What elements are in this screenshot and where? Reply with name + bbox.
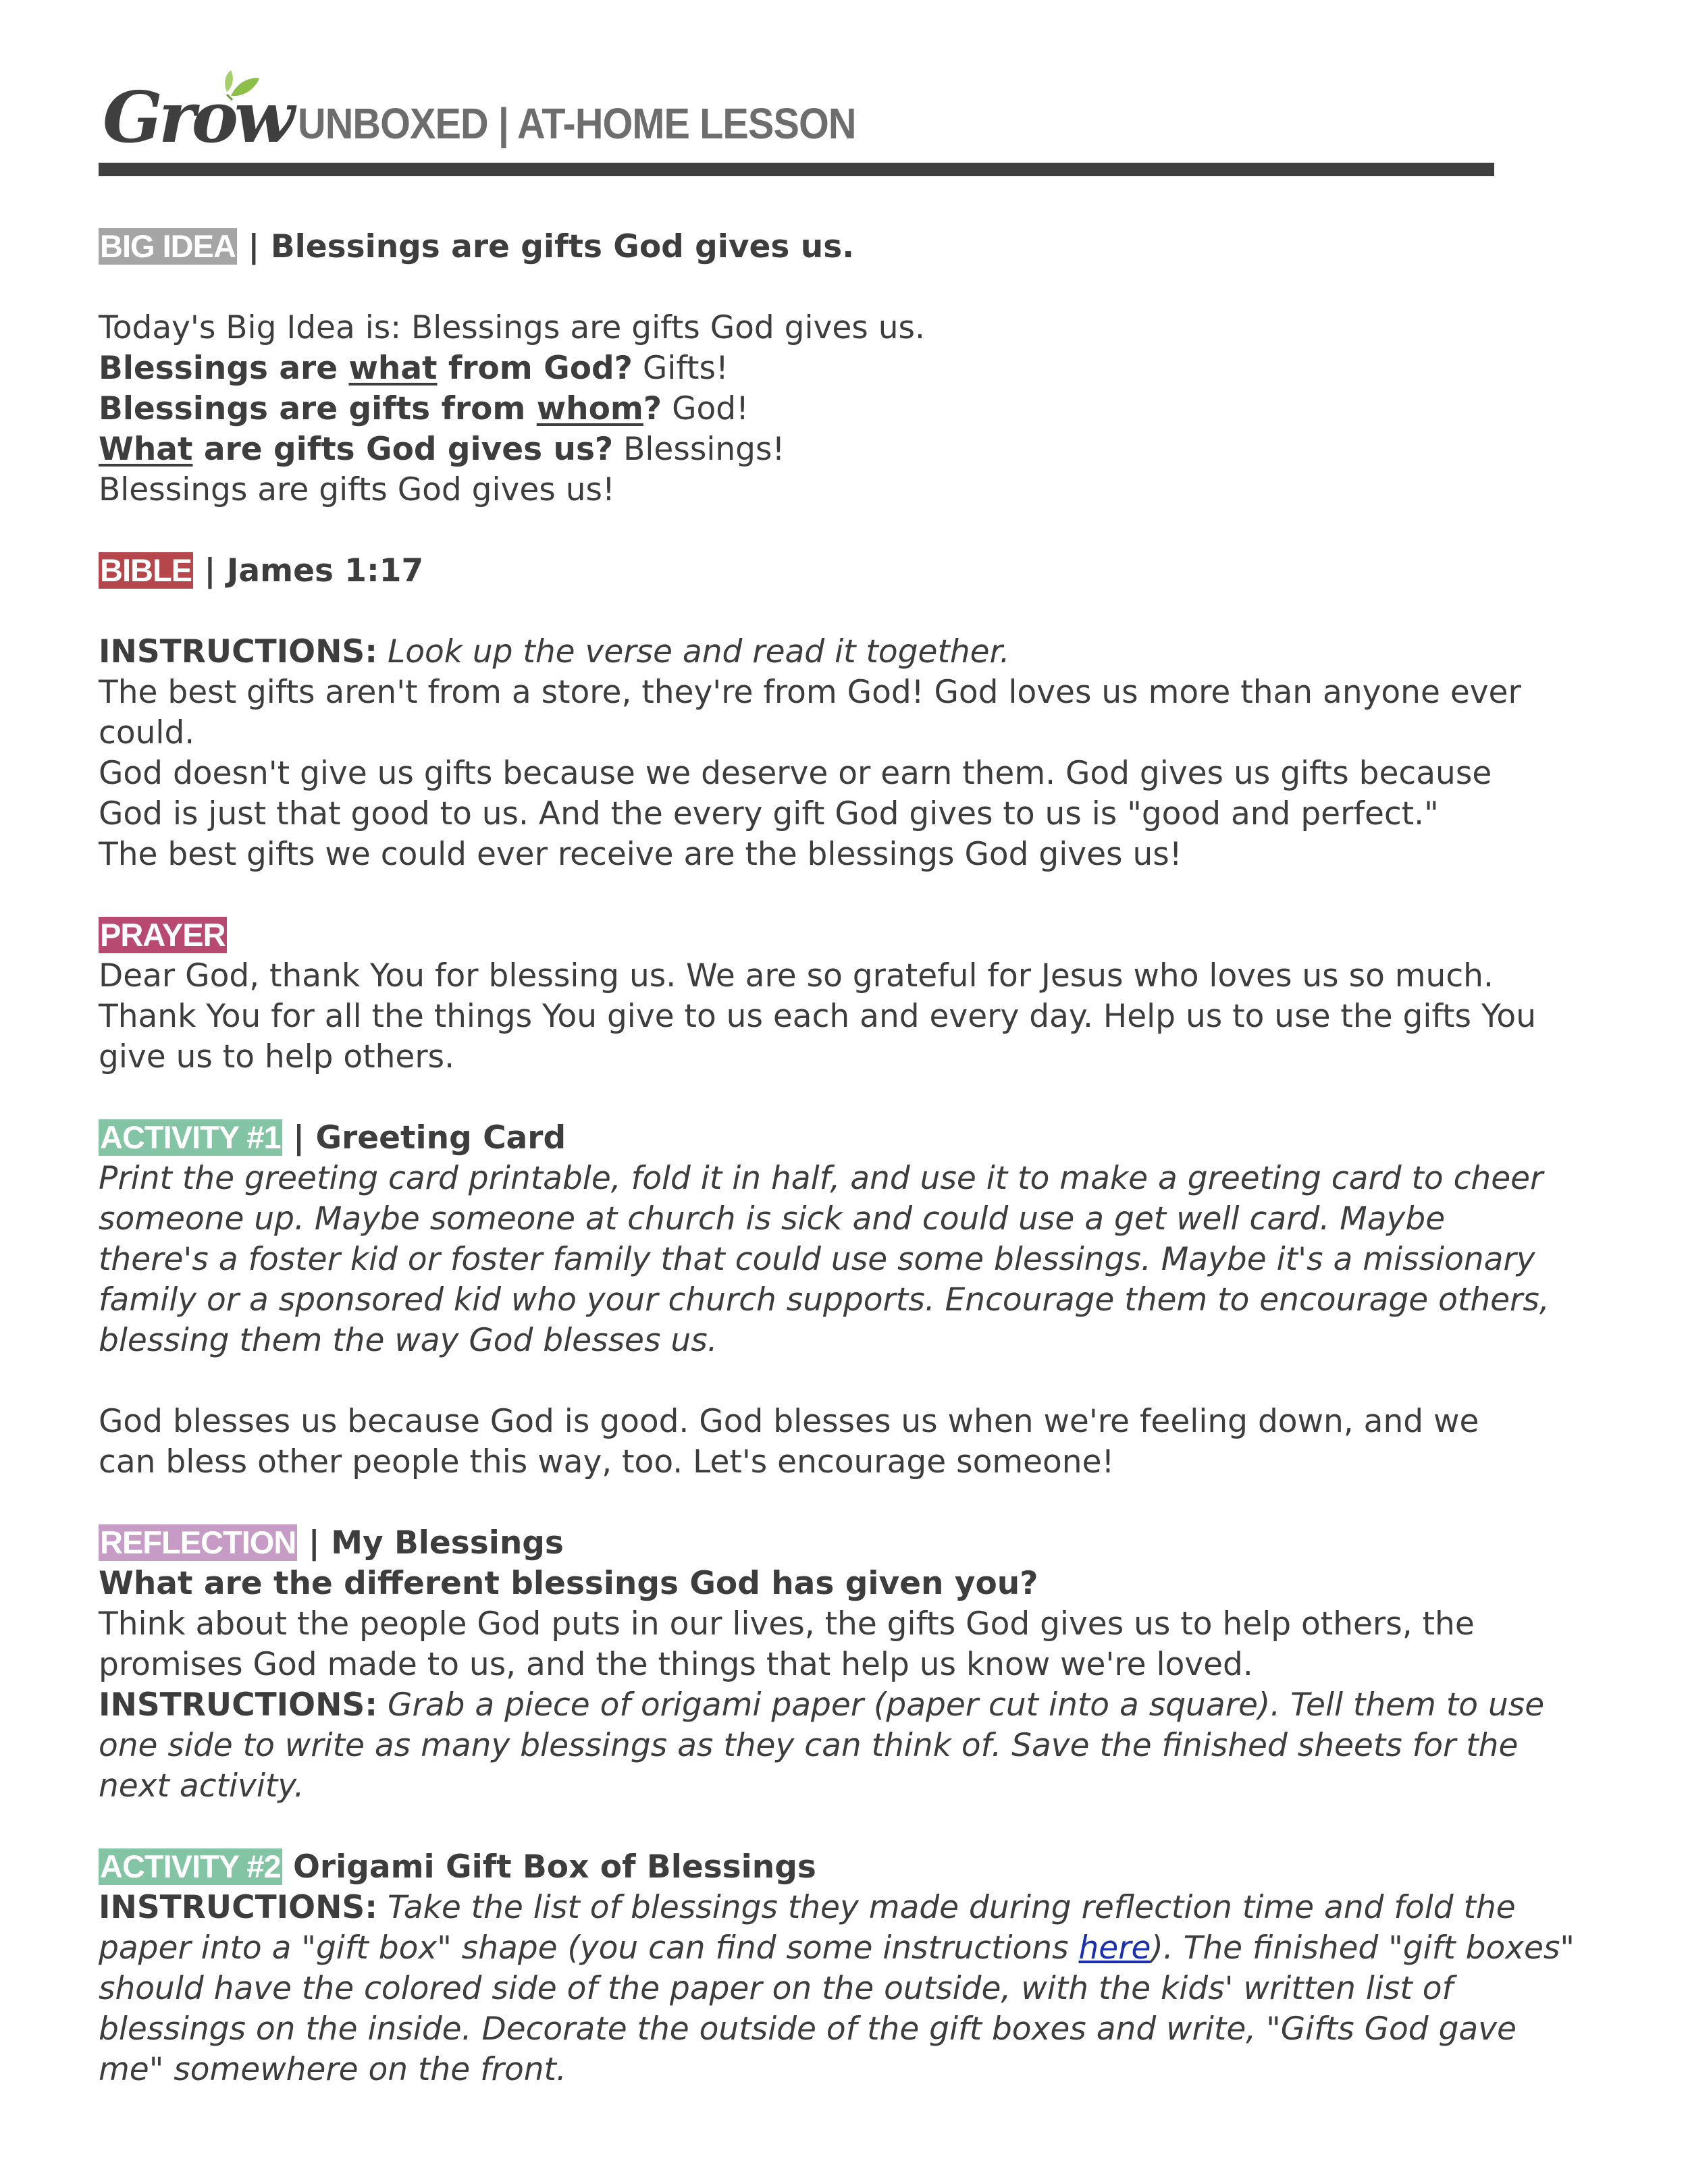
logo-wordmark: Grow (103, 76, 291, 159)
reflection-question: What are the different blessings God has given you? (99, 1565, 1038, 1602)
body-line: can bless other people this way, too. Let's encourage someone! (99, 1443, 1115, 1481)
grow-logo (99, 62, 291, 170)
prayer-line: Thank You for all the things You give to us each and every day. Help us to use the gifts You (99, 998, 1536, 1035)
instructions-text: me" somewhere on the front. (99, 2051, 566, 2088)
separator: | (297, 1524, 332, 1562)
big-idea-section (99, 227, 1598, 267)
intro-line: Today's Big Idea is: Blessings are gifts God gives us. (99, 309, 925, 346)
intro-question (99, 389, 1598, 429)
answer-text: Gifts! (632, 350, 729, 387)
instructions-label: INSTRUCTIONS: (99, 633, 378, 670)
body-line: The best gifts aren't from a store, they're from God! God loves us more than anyone ever (99, 674, 1521, 711)
prayer-tag: PRAYER (100, 917, 226, 953)
bible-tag: BIBLE (100, 552, 192, 588)
instructions-text: Take the list of blessings they made during reflection time and fold the (377, 1889, 1516, 1926)
activity1-section (99, 1118, 1598, 1361)
body-line: promises God made to us, and the things that help us know we're loved. (99, 1646, 1253, 1683)
instructions-text: one side to write as many blessings as they can think of. Save the finished sheets for the (99, 1727, 1519, 1764)
body-line: Think about the people God puts in our lives, the gifts God gives us to help others, the (99, 1605, 1475, 1643)
reflection-title: My Blessings (331, 1524, 564, 1562)
reflection-tag: REFLECTION (100, 1524, 296, 1560)
instructions-text: should have the colored side of the paper on the outside, with the kids' written list of (99, 1970, 1454, 2007)
separator: | (282, 1119, 316, 1156)
activity1-tag: ACTIVITY #1 (100, 1119, 281, 1155)
answer-text: Blessings! (613, 431, 785, 468)
activity1-note (99, 1402, 1598, 1483)
instructions-label: INSTRUCTIONS: (99, 1686, 378, 1724)
separator: | (236, 228, 271, 265)
header-divider (99, 163, 1494, 176)
body-line: God is just that good to us. And the every gift God gives to us is "good and perfect." (99, 795, 1439, 832)
instructions-text: Grab a piece of origami paper (paper cut into a square). Tell them to use (377, 1686, 1545, 1724)
instructions-text: paper into a "gift box" shape (you can find some instructions (99, 1929, 1079, 1967)
body-line: God blesses us because God is good. God blesses us when we're feeling down, and we (99, 1403, 1479, 1440)
activity1-line: blessing them the way God blesses us. (99, 1322, 718, 1359)
activity2-title: Origami Gift Box of Blessings (282, 1848, 816, 1886)
question-emphasis: whom (536, 390, 643, 427)
question-text: from God? (437, 350, 633, 387)
question-text: Blessings are gifts from (99, 390, 537, 427)
question-text: Blessings are (99, 350, 349, 387)
body-line: could. (99, 714, 195, 751)
separator: | (193, 552, 227, 589)
answer-text: God! (662, 390, 749, 427)
activity2-section (99, 1847, 1598, 2090)
big-idea-text: Blessings are gifts God gives us. (270, 228, 855, 265)
instructions-link[interactable]: here (1078, 1929, 1151, 1967)
question-emphasis: what (348, 350, 438, 387)
instructions-label: INSTRUCTIONS: (99, 1889, 378, 1926)
instructions-text: ). The finished "gift boxes" (1151, 1929, 1575, 1967)
activity1-line: Print the greeting card printable, fold it in half, and use it to make a greeting card to cheer (99, 1160, 1544, 1197)
body-line: The best gifts we could ever receive are the blessings God gives us! (99, 836, 1182, 873)
prayer-line: give us to help others. (99, 1038, 455, 1075)
activity2-tag: ACTIVITY #2 (100, 1848, 281, 1884)
instructions-text: next activity. (99, 1767, 305, 1805)
bible-section (99, 551, 1598, 591)
intro-section (99, 308, 1598, 510)
reflection-section (99, 1523, 1598, 1807)
question-text: ? (643, 390, 662, 427)
question-text: are gifts God gives us? (192, 431, 614, 468)
bible-reference: James 1:17 (226, 552, 424, 589)
page-title: UNBOXED | AT-HOME LESSON (298, 99, 856, 148)
intro-question (99, 429, 1598, 470)
prayer-section (99, 915, 1598, 1077)
activity1-line: there's a foster kid or foster family that could use some blessings. Maybe it's a missionary (99, 1241, 1535, 1278)
big-idea-tag: BIG IDEA (100, 228, 236, 264)
bible-body (99, 632, 1598, 875)
instructions-text: Look up the verse and read it together. (377, 633, 1010, 670)
activity1-line: family or a sponsored kid who your church supports. Encourage them to encourage others, (99, 1281, 1550, 1319)
body-line: God doesn't give us gifts because we deserve or earn them. God gives us gifts because (99, 755, 1492, 792)
intro-question (99, 348, 1598, 389)
activity1-title: Greeting Card (315, 1119, 566, 1156)
prayer-line: Dear God, thank You for blessing us. We are so grateful for Jesus who loves us so much. (99, 957, 1494, 994)
instructions-text: blessings on the inside. Decorate the outside of the gift boxes and write, "Gifts God gave (99, 2010, 1516, 2048)
intro-line: Blessings are gifts God gives us! (99, 471, 615, 508)
question-emphasis: What (99, 431, 193, 468)
activity1-line: someone up. Maybe someone at church is sick and could use a get well card. Maybe (99, 1200, 1446, 1237)
